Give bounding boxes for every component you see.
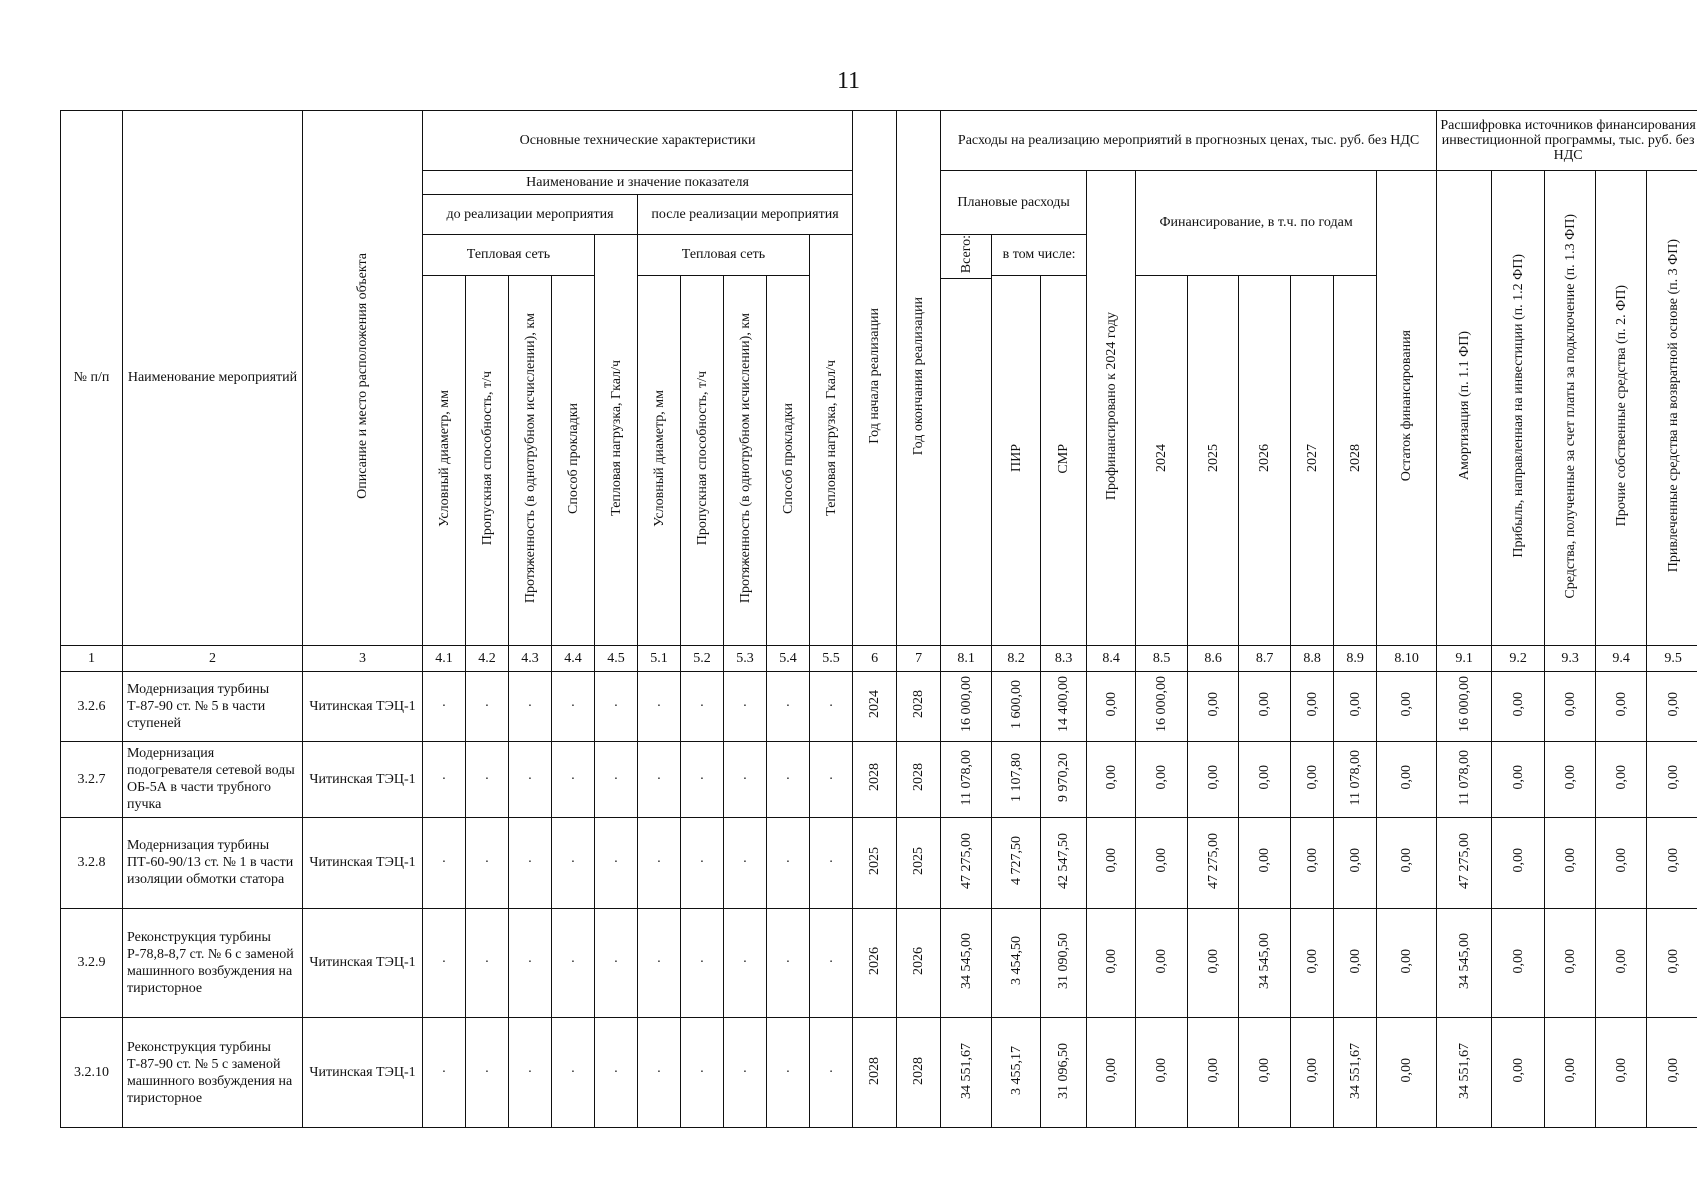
tech-value: · (810, 671, 853, 741)
measure-name: Модернизация турбины Т-87-90 ст. № 5 в части ступеней (123, 671, 303, 741)
column-number: 5.1 (638, 645, 681, 671)
tech-value: · (767, 908, 810, 1018)
header-load-after: Тепловая нагрузка, Гкал/ч (810, 234, 853, 645)
header-profit: Прибыль, направленная на инвестиции (п. 1.2 ФП) (1492, 170, 1545, 645)
cost-value: 11 078,00 (941, 742, 992, 818)
column-number: 8.9 (1334, 645, 1377, 671)
tech-value: · (767, 817, 810, 908)
tech-value: · (552, 908, 595, 1018)
column-number: 9.2 (1492, 645, 1545, 671)
cost-value: 0,00 (1492, 742, 1545, 818)
header-sources: Расшифровка источников финансирования инвестиционной программы, тыс. руб. без НДС (1437, 111, 1697, 171)
column-number: 8.7 (1239, 645, 1291, 671)
header-y2027: 2027 (1291, 275, 1334, 645)
cost-value: 0,00 (1596, 742, 1647, 818)
tech-value: · (423, 742, 466, 818)
cost-value: 0,00 (1291, 908, 1334, 1018)
cost-value: 0,00 (1136, 742, 1188, 818)
cost-value: 0,00 (1545, 908, 1596, 1018)
cost-value: 34 551,67 (1437, 1018, 1492, 1128)
cost-value: 0,00 (1647, 671, 1697, 741)
column-number: 9.5 (1647, 645, 1697, 671)
table-row (61, 817, 1697, 908)
tech-value: · (810, 908, 853, 1018)
header-connection: Средства, полученные за счет платы за подключение (п. 1.3 ФП) (1545, 170, 1596, 645)
header-load-before: Тепловая нагрузка, Гкал/ч (595, 234, 638, 645)
header-planned: Плановые расходы (941, 170, 1087, 234)
header-after: после реализации мероприятия (638, 195, 853, 234)
year-start: 2028 (853, 742, 897, 818)
column-number: 8.1 (941, 645, 992, 671)
tech-value: · (681, 742, 724, 818)
cost-value: 0,00 (1647, 1018, 1697, 1128)
column-numbers-row (61, 645, 1697, 671)
table-row (61, 908, 1697, 1018)
column-number: 9.3 (1545, 645, 1596, 671)
tech-value: · (724, 817, 767, 908)
year-start: 2025 (853, 817, 897, 908)
year-start: 2026 (853, 908, 897, 1018)
tech-value: · (423, 817, 466, 908)
header-incl: в том числе: (992, 234, 1087, 275)
cost-value: 0,00 (1188, 1018, 1239, 1128)
cost-value: 0,00 (1377, 671, 1437, 741)
tech-value: · (509, 908, 552, 1018)
tech-value: · (423, 908, 466, 1018)
measure-name: Модернизация подогревателя сетевой воды ОБ-5А в части трубного пучка (123, 742, 303, 818)
cost-value: 47 275,00 (1188, 817, 1239, 908)
column-number: 5.4 (767, 645, 810, 671)
row-number: 3.2.7 (61, 742, 123, 818)
cost-value: 16 000,00 (1136, 671, 1188, 741)
column-number: 6 (853, 645, 897, 671)
tech-value: · (552, 1018, 595, 1128)
header-net-before: Тепловая сеть (423, 234, 595, 275)
cost-value: 0,00 (1596, 671, 1647, 741)
header-costs: Расходы на реализацию мероприятий в прогнозных ценах, тыс. руб. без НДС (941, 111, 1437, 171)
tech-value: · (681, 817, 724, 908)
cost-value: 0,00 (1596, 1018, 1647, 1128)
column-number: 5.3 (724, 645, 767, 671)
cost-value: 3 454,50 (992, 908, 1041, 1018)
cost-value: 0,00 (1087, 817, 1136, 908)
cost-value: 0,00 (1087, 671, 1136, 741)
column-number: 2 (123, 645, 303, 671)
tech-value: · (595, 817, 638, 908)
cost-value: 0,00 (1377, 1018, 1437, 1128)
column-number: 8.10 (1377, 645, 1437, 671)
cost-value: 0,00 (1291, 742, 1334, 818)
cost-value: 0,00 (1239, 817, 1291, 908)
tech-value: · (466, 817, 509, 908)
tech-value: · (767, 1018, 810, 1128)
cost-value: 34 545,00 (1437, 908, 1492, 1018)
column-number: 8.3 (1041, 645, 1087, 671)
cost-value: 11 078,00 (1334, 742, 1377, 818)
tech-value: · (595, 742, 638, 818)
cost-value: 0,00 (1334, 908, 1377, 1018)
tech-value: · (509, 817, 552, 908)
cost-value: 0,00 (1334, 671, 1377, 741)
column-number: 4.5 (595, 645, 638, 671)
row-number: 3.2.9 (61, 908, 123, 1018)
cost-value: 3 455,17 (992, 1018, 1041, 1128)
cost-value: 0,00 (1087, 1018, 1136, 1128)
measure-name: Реконструкция турбины Р-78,8-8,7 ст. № 6 с заменой машинного возбуждения на тиристорное (123, 908, 303, 1018)
year-end: 2026 (897, 908, 941, 1018)
table-row (61, 742, 1697, 818)
tech-value: · (509, 742, 552, 818)
tech-value: · (724, 908, 767, 1018)
tech-value: · (638, 817, 681, 908)
year-end: 2028 (897, 742, 941, 818)
cost-value: 11 078,00 (1437, 742, 1492, 818)
tech-value: · (810, 817, 853, 908)
cost-value: 0,00 (1239, 671, 1291, 741)
tech-value: · (724, 742, 767, 818)
tech-value: · (552, 671, 595, 741)
object-location: Читинская ТЭЦ-1 (303, 908, 423, 1018)
header-returnable: Привлеченные средства на возвратной основе (п. 3 ФП) (1647, 170, 1697, 645)
cost-value: 0,00 (1647, 908, 1697, 1018)
tech-value: · (509, 671, 552, 741)
cost-value: 34 545,00 (941, 908, 992, 1018)
tech-value: · (595, 1018, 638, 1128)
measure-name: Модернизация турбины ПТ-60-90/13 ст. № 1 в части изоляции обмотки статора (123, 817, 303, 908)
page-number: 11 (836, 68, 861, 94)
header-y2024: 2024 (1136, 275, 1188, 645)
header-year-end: Год окончания реализации (897, 111, 941, 646)
cost-value: 0,00 (1087, 908, 1136, 1018)
header-own: Прочие собственные средства (п. 2. ФП) (1596, 170, 1647, 645)
cost-value: 0,00 (1291, 1018, 1334, 1128)
header-smr: СМР (1041, 275, 1087, 645)
row-number: 3.2.10 (61, 1018, 123, 1128)
cost-value: 42 547,50 (1041, 817, 1087, 908)
cost-value: 47 275,00 (1437, 817, 1492, 908)
object-location: Читинская ТЭЦ-1 (303, 742, 423, 818)
column-number: 1 (61, 645, 123, 671)
tech-value: · (423, 671, 466, 741)
cost-value: 1 600,00 (992, 671, 1041, 741)
cost-value: 9 970,20 (1041, 742, 1087, 818)
cost-value: 0,00 (1545, 817, 1596, 908)
column-number: 4.4 (552, 645, 595, 671)
cost-value: 0,00 (1647, 817, 1697, 908)
tech-value: · (552, 817, 595, 908)
cost-value: 0,00 (1377, 817, 1437, 908)
tech-value: · (466, 671, 509, 741)
cost-value: 0,00 (1136, 817, 1188, 908)
cost-value: 0,00 (1291, 671, 1334, 741)
cost-value: 34 551,67 (941, 1018, 992, 1128)
header-amort: Амортизация (п. 1.1 ФП) (1437, 170, 1492, 645)
header-laying-before: Способ прокладки (552, 275, 595, 645)
header-net-after: Тепловая сеть (638, 234, 810, 275)
cost-value: 0,00 (1492, 817, 1545, 908)
object-location: Читинская ТЭЦ-1 (303, 1018, 423, 1128)
header-diameter-after: Условный диаметр, мм (638, 275, 681, 645)
header-remainder: Остаток финансирования (1377, 170, 1437, 645)
header-year-start: Год начала реализации (853, 111, 897, 646)
column-number: 3 (303, 645, 423, 671)
header-length-before: Протяженность (в однотрубном исчислении), км (509, 275, 552, 645)
header-diameter-before: Условный диаметр, мм (423, 275, 466, 645)
cost-value: 0,00 (1188, 742, 1239, 818)
column-number: 4.3 (509, 645, 552, 671)
cost-value: 0,00 (1239, 1018, 1291, 1128)
tech-value: · (466, 908, 509, 1018)
cost-value: 0,00 (1377, 908, 1437, 1018)
cost-value: 34 551,67 (1334, 1018, 1377, 1128)
column-number: 5.5 (810, 645, 853, 671)
cost-value: 0,00 (1239, 742, 1291, 818)
cost-value: 34 545,00 (1239, 908, 1291, 1018)
row-number: 3.2.6 (61, 671, 123, 741)
cost-value: 0,00 (1545, 1018, 1596, 1128)
tech-value: · (724, 671, 767, 741)
row-number: 3.2.8 (61, 817, 123, 908)
column-number: 8.8 (1291, 645, 1334, 671)
cost-value: 0,00 (1647, 742, 1697, 818)
tech-value: · (509, 1018, 552, 1128)
tech-value: · (466, 1018, 509, 1128)
cost-value: 0,00 (1596, 908, 1647, 1018)
table-row (61, 671, 1697, 741)
column-number: 4.1 (423, 645, 466, 671)
tech-value: · (767, 742, 810, 818)
header-num: № п/п (61, 111, 123, 646)
tech-value: · (638, 1018, 681, 1128)
header-total: Всего: (941, 234, 992, 279)
header-laying-after: Способ прокладки (767, 275, 810, 645)
year-start: 2024 (853, 671, 897, 741)
header-name: Наименование мероприятий (123, 111, 303, 646)
cost-value: 0,00 (1545, 742, 1596, 818)
header-financing: Финансирование, в т.ч. по годам (1136, 170, 1377, 275)
cost-value: 0,00 (1087, 742, 1136, 818)
cost-value: 47 275,00 (941, 817, 992, 908)
tech-value: · (595, 908, 638, 1018)
column-number: 5.2 (681, 645, 724, 671)
header-pir: ПИР (992, 275, 1041, 645)
header-length-after: Протяженность (в однотрубном исчислении), км (724, 275, 767, 645)
year-end: 2025 (897, 817, 941, 908)
column-number: 4.2 (466, 645, 509, 671)
cost-value: 0,00 (1334, 817, 1377, 908)
cost-value: 16 000,00 (941, 671, 992, 741)
cost-value: 14 400,00 (1041, 671, 1087, 741)
column-number: 8.6 (1188, 645, 1239, 671)
tech-value: · (681, 908, 724, 1018)
cost-value: 4 727,50 (992, 817, 1041, 908)
year-end: 2028 (897, 1018, 941, 1128)
object-location: Читинская ТЭЦ-1 (303, 671, 423, 741)
column-number: 7 (897, 645, 941, 671)
year-end: 2028 (897, 671, 941, 741)
cost-value: 31 096,50 (1041, 1018, 1087, 1128)
tech-value: · (423, 1018, 466, 1128)
tech-value: · (810, 1018, 853, 1128)
year-start: 2028 (853, 1018, 897, 1128)
cost-value: 0,00 (1136, 1018, 1188, 1128)
header-capacity-before: Пропускная способность, т/ч (466, 275, 509, 645)
cost-value: 0,00 (1188, 908, 1239, 1018)
column-number: 9.1 (1437, 645, 1492, 671)
tech-value: · (681, 671, 724, 741)
tech-value: · (638, 671, 681, 741)
table-row (61, 1018, 1697, 1128)
column-number: 8.4 (1087, 645, 1136, 671)
cost-value: 0,00 (1492, 1018, 1545, 1128)
cost-value: 16 000,00 (1437, 671, 1492, 741)
cost-value: 31 090,50 (1041, 908, 1087, 1018)
cost-value: 0,00 (1492, 671, 1545, 741)
header-tech: Основные технические характеристики (423, 111, 853, 171)
measure-name: Реконструкция турбины Т-87-90 ст. № 5 с заменой машинного возбуждения на тиристорное (123, 1018, 303, 1128)
header-indicator: Наименование и значение показателя (423, 170, 853, 195)
header-y2026: 2026 (1239, 275, 1291, 645)
cost-value: 0,00 (1136, 908, 1188, 1018)
header-capacity-after: Пропускная способность, т/ч (681, 275, 724, 645)
column-number: 8.5 (1136, 645, 1188, 671)
tech-value: · (724, 1018, 767, 1128)
cost-value: 0,00 (1291, 817, 1334, 908)
tech-value: · (810, 742, 853, 818)
tech-value: · (767, 671, 810, 741)
tech-value: · (681, 1018, 724, 1128)
header-desc: Описание и место расположения объекта (303, 111, 423, 646)
cost-value: 0,00 (1188, 671, 1239, 741)
tech-value: · (638, 742, 681, 818)
header-y2025: 2025 (1188, 275, 1239, 645)
header-before: до реализации мероприятия (423, 195, 638, 234)
tech-value: · (466, 742, 509, 818)
header-prefinanced: Профинансировано к 2024 году (1087, 170, 1136, 645)
column-number: 8.2 (992, 645, 1041, 671)
investment-table (60, 110, 1697, 1128)
cost-value: 0,00 (1545, 671, 1596, 741)
cost-value: 0,00 (1596, 817, 1647, 908)
column-number: 9.4 (1596, 645, 1647, 671)
cost-value: 0,00 (1492, 908, 1545, 1018)
header-y2028: 2028 (1334, 275, 1377, 645)
tech-value: · (595, 671, 638, 741)
tech-value: · (552, 742, 595, 818)
object-location: Читинская ТЭЦ-1 (303, 817, 423, 908)
cost-value: 1 107,80 (992, 742, 1041, 818)
tech-value: · (638, 908, 681, 1018)
cost-value: 0,00 (1377, 742, 1437, 818)
